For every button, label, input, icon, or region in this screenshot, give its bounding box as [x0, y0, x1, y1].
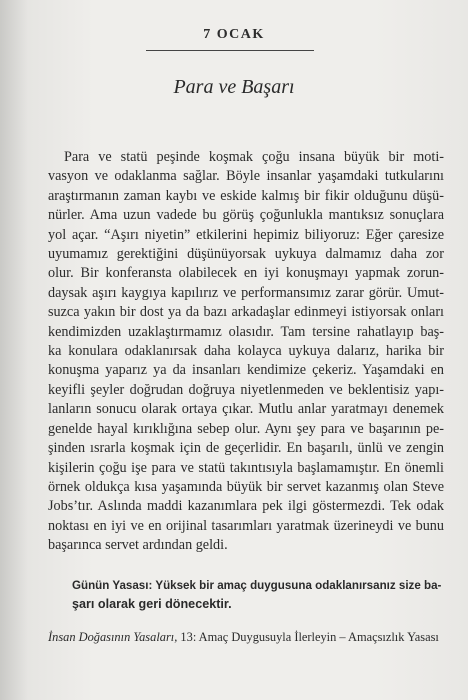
body-line: nürler. Ama uzun vadede bu görüş çoğunlukla mantıksız sonuçlara: [48, 207, 444, 224]
body-line: kişilerin çoğu işe para ve statü takıntısıyla başlamamıştır. En önemli: [48, 459, 444, 476]
body-line: olur. Bir konferansta olabilecek en iyi konuşmayı yapmak zorun-: [48, 265, 444, 282]
body-line: daysak aşırı kaygıya kapılırız ve performansımız zarar görür. Umut-: [48, 284, 444, 301]
body-line: kendimizden uzaklaştırmamız olasıdır. Tam tersine rahatlayıp baş-: [48, 323, 444, 340]
source-citation: [48, 629, 448, 645]
law-line: şarı olarak geri dönecektir.: [72, 597, 232, 611]
source-chapter: 13: Amaç Duygusuyla İlerleyin – Amaçsızlık Yasası: [177, 630, 439, 644]
body-paragraph: [48, 148, 444, 556]
law-of-the-day: [72, 577, 444, 613]
body-line: vasyon ve odaklanma sağlar. Böyle insanlar yaşamdaki tutkularını: [48, 168, 444, 185]
page-date-header: 7 OCAK: [203, 27, 265, 42]
body-line: Jobs’tır. Aslında maddi kazanımlara pek ilgi göstermezdi. Tek odak: [48, 498, 444, 515]
body-line: suzca yakın bir dost ya da bazı arkadaşlar edinmeyi istiyorsak onları: [48, 304, 444, 321]
body-line: araştırmanın zaman kaybı ve eskide kalmış bir fikir olduğunu düşü-: [48, 187, 444, 204]
body-line: Para ve statü peşinde koşmak çoğu insana büyük bir moti-: [64, 149, 444, 165]
body-line: genelde hayal kırıklığına sebep olur. Aynı şey para ve başarının pe-: [48, 420, 444, 437]
body-line: keyifli şeyler doğrudan doğruya niyetlenmeden ve beklentisiz yapı-: [48, 381, 444, 398]
law-line: Günün Yasası: Yüksek bir amaç duygusuna odaklanırsanız size ba-: [72, 579, 442, 592]
source-book-title: İnsan Doğasının Yasaları,: [48, 630, 178, 644]
body-line: örnek oldukça kısa yaşamında büyük bir servet kazanmış olan Steve: [48, 478, 444, 495]
body-line: yol açar. “Aşırı niyetin” etkilerini hepimiz biliyoruz: Eğer çaresize: [48, 226, 444, 243]
page-title: Para ve Başarı: [173, 76, 295, 98]
body-line: şinden ısrarla koşmak için de geçerlidir. En başarılı, ünlü ve zengin: [48, 440, 444, 457]
body-line: uyumamız gerektiğini düşünüyorsak uykuya dalmamız daha zor: [48, 246, 444, 263]
body-line: lanların sonucu olarak ortaya çıkar. Mutlu anlar yaratmayı denemek: [48, 401, 444, 418]
body-line: konuşma yaparız ya da insanları kendimize çekeriz. Yaşamdaki en: [48, 362, 444, 379]
body-line: noktası en iyi ve en orijinal tasarımları yaratmak üzerineydi ve bunu: [48, 517, 444, 534]
header-rule: [146, 50, 314, 51]
body-line: ka konulara odaklanırsak daha kolayca uykuya dalarız, harika bir: [48, 343, 444, 360]
body-line: başarınca servet ardından geldi.: [48, 537, 228, 554]
